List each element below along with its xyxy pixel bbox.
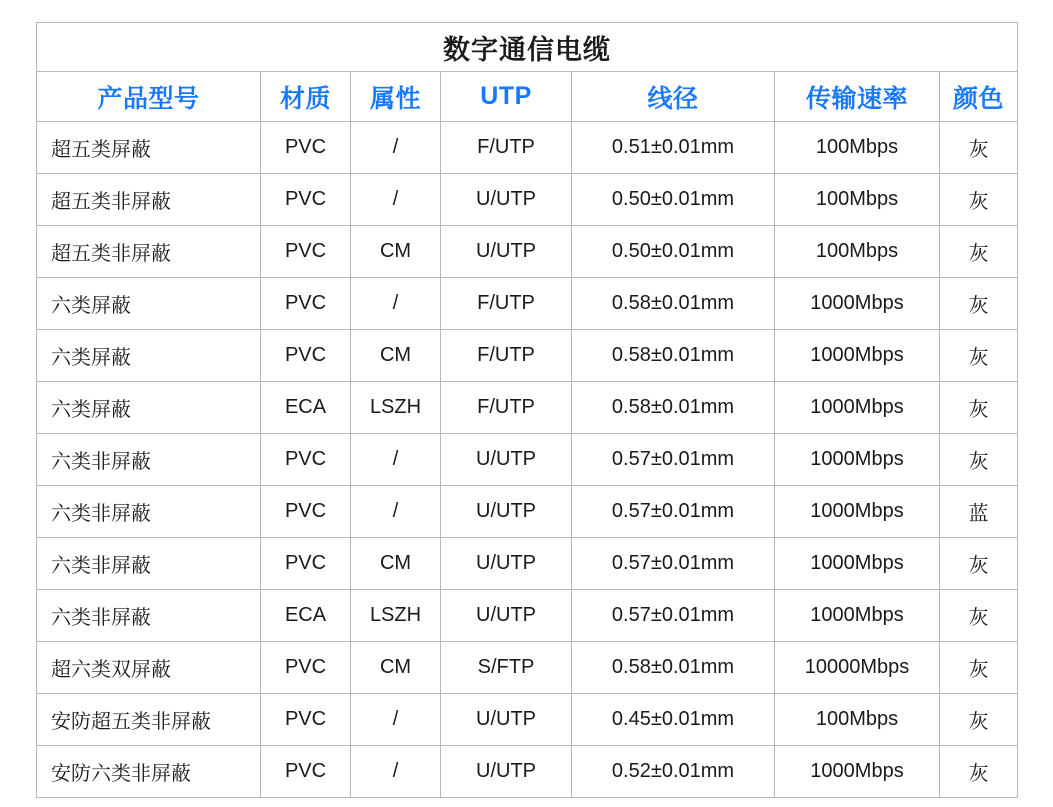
cell-color: 灰 [940, 382, 1018, 434]
cell-product-model: 超五类非屏蔽 [37, 226, 261, 278]
cell-material: PVC [261, 642, 351, 694]
cell-color: 灰 [940, 746, 1018, 798]
table-row [37, 642, 1018, 694]
cell-color: 灰 [940, 278, 1018, 330]
cell-product-model: 六类非屏蔽 [37, 486, 261, 538]
column-header-transmission-rate: 传输速率 [775, 72, 940, 122]
cell-attribute: / [351, 434, 441, 486]
cell-color: 灰 [940, 330, 1018, 382]
table-row [37, 694, 1018, 746]
table-row [37, 382, 1018, 434]
cell-attribute: LSZH [351, 590, 441, 642]
cell-transmission-rate: 1000Mbps [775, 538, 940, 590]
cell-wire-diameter: 0.58±0.01mm [572, 382, 775, 434]
cell-attribute: / [351, 486, 441, 538]
cell-transmission-rate: 100Mbps [775, 694, 940, 746]
cell-color: 灰 [940, 174, 1018, 226]
cell-material: PVC [261, 330, 351, 382]
column-header-product-model: 产品型号 [37, 72, 261, 122]
cell-color: 灰 [940, 122, 1018, 174]
cell-material: ECA [261, 590, 351, 642]
cell-wire-diameter: 0.50±0.01mm [572, 174, 775, 226]
cell-utp: U/UTP [441, 434, 572, 486]
column-header-attribute: 属性 [351, 72, 441, 122]
cell-color: 灰 [940, 642, 1018, 694]
cell-material: PVC [261, 538, 351, 590]
table-row [37, 434, 1018, 486]
cell-wire-diameter: 0.57±0.01mm [572, 538, 775, 590]
cell-transmission-rate: 1000Mbps [775, 330, 940, 382]
cell-product-model: 六类非屏蔽 [37, 590, 261, 642]
table-body [37, 122, 1018, 798]
cell-wire-diameter: 0.57±0.01mm [572, 590, 775, 642]
column-header-wire-diameter: 线径 [572, 72, 775, 122]
column-header-material: 材质 [261, 72, 351, 122]
cell-attribute: / [351, 278, 441, 330]
cell-material: PVC [261, 486, 351, 538]
cell-utp: U/UTP [441, 486, 572, 538]
cell-product-model: 六类屏蔽 [37, 278, 261, 330]
column-header-utp: UTP [441, 72, 572, 122]
cell-transmission-rate: 100Mbps [775, 174, 940, 226]
cell-utp: F/UTP [441, 330, 572, 382]
cell-transmission-rate: 1000Mbps [775, 434, 940, 486]
column-header-color: 颜色 [940, 72, 1018, 122]
cell-wire-diameter: 0.58±0.01mm [572, 278, 775, 330]
table-row [37, 590, 1018, 642]
cell-material: PVC [261, 278, 351, 330]
table-column-header-row [37, 72, 1018, 122]
table-row [37, 330, 1018, 382]
cell-color: 灰 [940, 434, 1018, 486]
cell-product-model: 六类非屏蔽 [37, 538, 261, 590]
cell-product-model: 超六类双屏蔽 [37, 642, 261, 694]
table-header [37, 23, 1018, 122]
cell-utp: F/UTP [441, 278, 572, 330]
cell-attribute: / [351, 746, 441, 798]
cell-attribute: CM [351, 538, 441, 590]
cell-transmission-rate: 100Mbps [775, 226, 940, 278]
cell-attribute: / [351, 122, 441, 174]
cell-wire-diameter: 0.58±0.01mm [572, 330, 775, 382]
cell-utp: U/UTP [441, 694, 572, 746]
cell-transmission-rate: 1000Mbps [775, 382, 940, 434]
cell-transmission-rate: 1000Mbps [775, 278, 940, 330]
cell-color: 灰 [940, 590, 1018, 642]
cell-color: 灰 [940, 694, 1018, 746]
table-row [37, 226, 1018, 278]
cell-material: PVC [261, 694, 351, 746]
cell-utp: F/UTP [441, 382, 572, 434]
cell-wire-diameter: 0.58±0.01mm [572, 642, 775, 694]
cell-material: PVC [261, 174, 351, 226]
cell-product-model: 超五类屏蔽 [37, 122, 261, 174]
cell-material: ECA [261, 382, 351, 434]
table-row [37, 174, 1018, 226]
cell-wire-diameter: 0.50±0.01mm [572, 226, 775, 278]
cell-attribute: / [351, 174, 441, 226]
table-title: 数字通信电缆 [37, 23, 1018, 72]
cell-attribute: CM [351, 226, 441, 278]
cell-attribute: CM [351, 330, 441, 382]
table-row [37, 278, 1018, 330]
cell-utp: F/UTP [441, 122, 572, 174]
cell-transmission-rate: 10000Mbps [775, 642, 940, 694]
cell-wire-diameter: 0.57±0.01mm [572, 434, 775, 486]
cell-attribute: CM [351, 642, 441, 694]
cell-wire-diameter: 0.57±0.01mm [572, 486, 775, 538]
cell-utp: S/FTP [441, 642, 572, 694]
cell-color: 蓝 [940, 486, 1018, 538]
cell-wire-diameter: 0.45±0.01mm [572, 694, 775, 746]
cell-transmission-rate: 1000Mbps [775, 746, 940, 798]
cell-wire-diameter: 0.51±0.01mm [572, 122, 775, 174]
cell-transmission-rate: 100Mbps [775, 122, 940, 174]
cell-attribute: / [351, 694, 441, 746]
table-title-row [37, 23, 1018, 72]
cell-product-model: 安防六类非屏蔽 [37, 746, 261, 798]
cell-utp: U/UTP [441, 226, 572, 278]
cell-product-model: 六类非屏蔽 [37, 434, 261, 486]
cell-product-model: 六类屏蔽 [37, 330, 261, 382]
table-row [37, 538, 1018, 590]
cell-material: PVC [261, 226, 351, 278]
cell-utp: U/UTP [441, 538, 572, 590]
cell-wire-diameter: 0.52±0.01mm [572, 746, 775, 798]
cell-color: 灰 [940, 538, 1018, 590]
cell-utp: U/UTP [441, 174, 572, 226]
cell-utp: U/UTP [441, 746, 572, 798]
cell-transmission-rate: 1000Mbps [775, 590, 940, 642]
cell-product-model: 超五类非屏蔽 [37, 174, 261, 226]
cell-product-model: 六类屏蔽 [37, 382, 261, 434]
table-row [37, 122, 1018, 174]
cell-utp: U/UTP [441, 590, 572, 642]
cable-spec-table [36, 22, 1018, 798]
table-row [37, 486, 1018, 538]
cell-material: PVC [261, 746, 351, 798]
cell-color: 灰 [940, 226, 1018, 278]
cell-material: PVC [261, 122, 351, 174]
table-row [37, 746, 1018, 798]
cell-transmission-rate: 1000Mbps [775, 486, 940, 538]
cell-material: PVC [261, 434, 351, 486]
cell-product-model: 安防超五类非屏蔽 [37, 694, 261, 746]
cell-attribute: LSZH [351, 382, 441, 434]
